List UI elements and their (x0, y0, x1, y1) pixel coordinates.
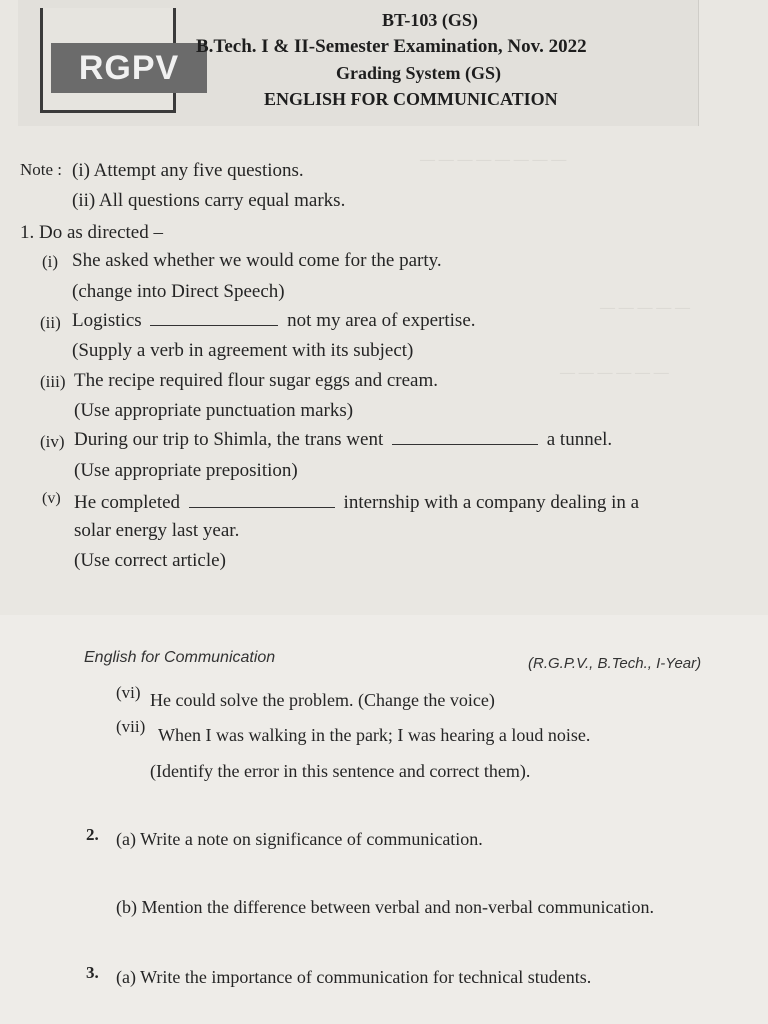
q1-vi-num: (vi) (116, 683, 141, 702)
q1-v-instruction: (Use correct article) (74, 550, 226, 571)
q1-ii-instruction: (Supply a verb in agreement with its subject) (72, 340, 414, 361)
fill-blank (150, 311, 278, 326)
q1-vii-num: (vii) (116, 717, 146, 736)
note-1: (i) Attempt any five questions. (72, 160, 304, 181)
subject-title: ENGLISH FOR COMMUNICATION (264, 89, 558, 109)
paper-code: BT-103 (GS) (382, 10, 478, 30)
q1-vii-text: When I was walking in the park; I was hearing a loud noise. (158, 725, 591, 745)
exam-header (18, 0, 699, 126)
q1-iv-num: (iv) (40, 432, 65, 451)
q1-iv-part-b: a tunnel. (546, 429, 613, 450)
bleed-through: — — — — — — (560, 365, 669, 381)
question-2a: (a) Write a note on significance of communication. (116, 829, 483, 849)
q1-i-instruction: (change into Direct Speech) (72, 281, 285, 302)
running-header-left: English for Communication (84, 649, 276, 666)
q1-v-sentence (74, 492, 639, 514)
bleed-through: — — — — — — — — (420, 152, 567, 168)
q1-i-text: She asked whether we would come for the party. (72, 250, 442, 271)
note-label: Note : (20, 160, 63, 179)
q1-ii-part-b: not my area of expertise. (287, 310, 476, 331)
q1-v-part-b: internship with a company dealing in a (343, 492, 640, 513)
question-1-title: 1. Do as directed – (20, 222, 163, 243)
question-2-num: 2. (86, 825, 99, 844)
q1-iii-text: The recipe required flour sugar eggs and cream. (74, 370, 438, 391)
note-2: (ii) All questions carry equal marks. (72, 190, 346, 211)
q1-ii-part-a: Logistics (72, 310, 142, 331)
q1-vii-instruction: (Identify the error in this sentence and correct them). (150, 761, 531, 781)
logo-text: RGPV (51, 43, 207, 93)
q1-v-continuation: solar energy last year. (74, 520, 240, 541)
q1-v-num: (v) (42, 490, 61, 507)
running-header-right: (R.G.P.V., B.Tech., I-Year) (528, 655, 702, 672)
university-logo (40, 8, 180, 113)
fill-blank (189, 493, 335, 508)
q1-iv-instruction: (Use appropriate preposition) (74, 460, 298, 481)
q1-i-num: (i) (42, 252, 59, 271)
q1-ii-sentence (72, 310, 476, 332)
question-3a: (a) Write the importance of communication for technical students. (116, 967, 592, 987)
q1-vi-text: He could solve the problem. (Change the voice) (150, 690, 495, 710)
q1-v-part-a: He completed (74, 492, 181, 513)
grading-system: Grading System (GS) (336, 63, 502, 83)
question-3-num: 3. (86, 963, 99, 982)
fill-blank (392, 430, 538, 445)
q1-ii-num: (ii) (40, 313, 61, 332)
q1-iv-part-a: During our trip to Shimla, the trans went (74, 429, 384, 450)
bleed-through: — — — — — (600, 300, 690, 316)
question-2b: (b) Mention the difference between verbal and non-verbal communication. (116, 897, 654, 917)
exam-title: B.Tech. I & II-Semester Examination, Nov. 2022 (196, 36, 587, 57)
next-page-section (0, 615, 768, 1024)
q1-iv-sentence (74, 429, 612, 451)
q1-iii-num: (iii) (40, 372, 66, 391)
q1-iii-instruction: (Use appropriate punctuation marks) (74, 400, 354, 421)
